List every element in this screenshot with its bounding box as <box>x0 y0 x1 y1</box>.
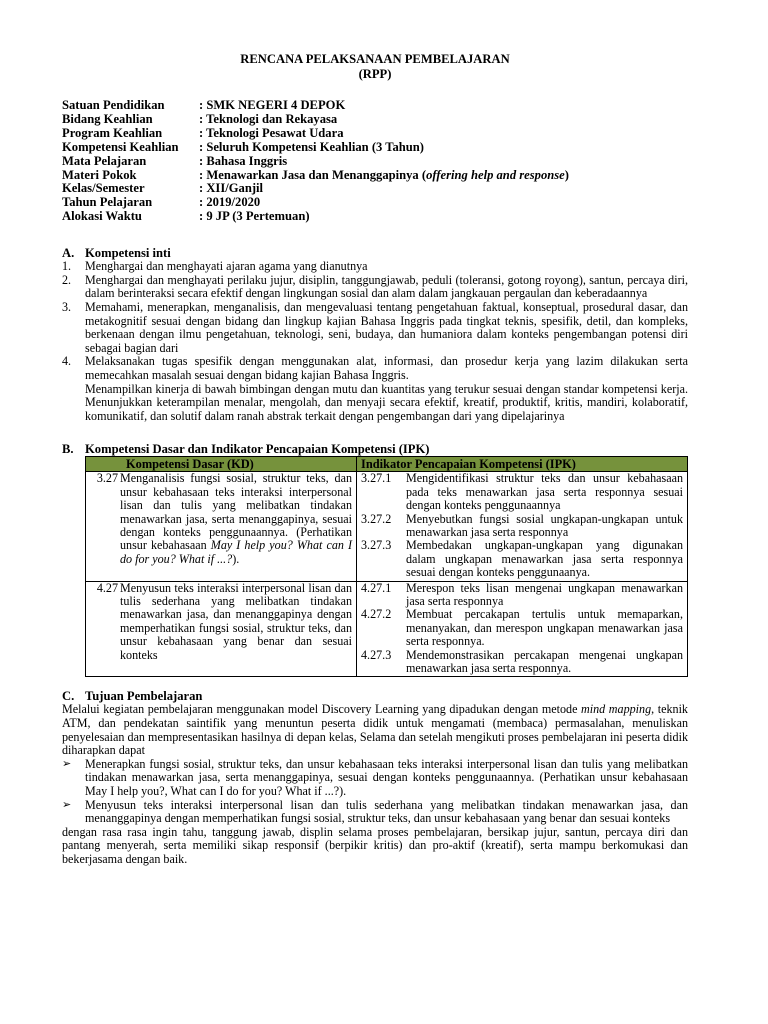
table-wrapper <box>62 456 688 677</box>
section-title: Kompetensi inti <box>85 246 171 261</box>
ipk-cell <box>357 581 688 677</box>
list-item <box>62 260 688 274</box>
kd-ipk-table <box>85 456 688 677</box>
materi-pokok-italic: offering help and response <box>426 167 565 182</box>
ipk-entry <box>361 539 683 579</box>
info-label: Program Keahlian <box>62 125 163 140</box>
section-letter: C. <box>62 689 75 704</box>
intro-italic: mind mapping <box>581 702 652 717</box>
section-title: Kompetensi Dasar dan Indikator Pencapaian Kompetensi (IPK) <box>85 442 430 457</box>
materi-pokok-text: : Menawarkan Jasa dan Menanggapinya ( <box>199 167 427 182</box>
info-row <box>62 196 688 210</box>
kd-entry <box>90 582 352 662</box>
tujuan-closing: dengan rasa rasa ingin tahu, tanggung jawab, displin selama proses pembelajaran, bersikap jujur, santun, percaya diri dan pantang menyerah, serta memiliki sikap responsif (berpikir kritis) dan pro-aktif (kreatif), serta mampu berkomukasi dan bekerjasama dengan baik. <box>62 824 688 866</box>
column-header-ipk: Indikator Pencapaian Kompetensi (IPK) <box>357 457 688 472</box>
info-row <box>62 210 688 224</box>
list-item <box>62 355 688 423</box>
list-item <box>62 799 688 826</box>
arrow-bullet-icon: ➢ <box>62 798 72 811</box>
arrow-bullet-icon: ➢ <box>62 757 72 770</box>
info-label: Materi Pokok <box>62 167 137 182</box>
title-line-2: (RPP) <box>358 67 392 81</box>
list-text-group <box>85 355 688 423</box>
table-header-row <box>86 457 688 472</box>
ipk-number: 3.27.1 <box>361 471 392 486</box>
tujuan-intro <box>62 703 688 757</box>
table-row <box>86 472 688 581</box>
list-text-continued: Menampilkan kinerja di bawah bimbingan dengan mutu dan kuantitas yang terukur sesuai dengan standar kompetensi kerja. Menunjukkan keterampilan menalar, mengolah, dan menyaji secara efektif, kreatif, produktif, kritis, mandiri, kolaboratif, komunikatif, dan solutif dalam ranah abstrak terkait dengan pengembangan dari yang dipelajarinya <box>85 381 688 423</box>
section-letter: B. <box>62 442 74 457</box>
kd-number: 3.27 <box>96 471 118 486</box>
info-label: Bidang Keahlian <box>62 111 153 126</box>
kd-text-suffix: ). <box>232 551 240 566</box>
ipk-entry <box>361 582 683 609</box>
ipk-entry <box>361 472 683 512</box>
info-label: Satuan Pendidikan <box>62 98 165 112</box>
kd-cell <box>86 472 357 581</box>
section-letter: A. <box>62 246 75 261</box>
list-text: Menghargai dan menghayati ajaran agama yang dianutnya <box>85 259 368 274</box>
info-row <box>62 155 688 169</box>
ipk-text: Membedakan ungkapan-ungkapan yang digunakan dalam ungkapan menawarkan jasa serta responnya sesuai dengan konteks penggunaanya. <box>406 538 683 580</box>
identity-block <box>62 99 688 224</box>
bullet-text: Menyusun teks interaksi interpersonal lisan dan tulis sederhana yang melibatkan tindakan menawarkan jasa, dan menanggapinya dengan memperhatikan fungsi sosial, struktur teks, dan unsur kebahasaan yang benar dan sesuai konteks <box>85 797 688 826</box>
list-text: Memahami, menerapkan, menganalisis, dan mengevaluasi tentang pengetahuan faktual, konseptual, prosedural dasar, dan metakognitif sesuai dengan bidang dan lingkup kajian Bahasa Inggris pada tingkat teknis, spesifik, detil, dan kompleks, berkenaan dengan ilmu pengetahuan, teknologi, seni, budaya, dan humaniora dalam konteks pengembangan potensi diri sebagai bagian dari <box>85 299 688 355</box>
list-number: 2. <box>62 272 72 287</box>
list-number: 1. <box>62 259 72 274</box>
section-title: Tujuan Pembelajaran <box>85 689 203 704</box>
info-row <box>62 113 688 127</box>
info-label: Kelas/Semester <box>62 181 145 196</box>
kd-text: Menyusun teks interaksi interpersonal lisan dan tulis sederhana yang melibatkan tindakan menawarkan jasa, dan menanggapinya dengan memperhatikan fungsi sosial, struktur teks, dan unsur kebahasaan yang benar dan sesuai konteks <box>120 580 352 662</box>
section-a-heading <box>62 246 688 260</box>
bullet-text: Menerapkan fungsi sosial, struktur teks, dan unsur kebahasaan teks interaksi interpersonal lisan dan tulis yang melibatkan tindakan menawarkan jasa, serta menanggapinya, sesuai dengan konteks penggunaannya. (Perhatikan unsur kebahasaan May I help you?, What can I do for you? What if ...?). <box>85 756 688 798</box>
intro-text-continued: , teknik ATM, dan pendekatan saintifik yang menuntun peserta didik untuk mengamati (membaca) permasalahan, menuliskan penyelesaian dan mempresentasikan hasilnya di depan kelas, Selama dan setelah mengikuti proses pembelajaran ini peserta didik diharapkan dapat <box>62 702 688 758</box>
info-value: : XII/Ganjil <box>199 181 264 196</box>
info-label: Tahun Pelajaran <box>62 195 153 210</box>
materi-pokok-suffix: ) <box>564 167 569 182</box>
info-value <box>199 169 569 183</box>
ipk-text: Merespon teks lisan mengenai ungkapan menawarkan jasa serta responnya <box>406 580 683 608</box>
ipk-number: 3.27.2 <box>361 511 392 526</box>
info-label: Kompetensi Keahlian <box>62 139 179 154</box>
ipk-number: 3.27.3 <box>361 538 392 553</box>
kompetensi-inti-list <box>62 260 688 423</box>
info-value: : 9 JP (3 Pertemuan) <box>199 209 310 224</box>
list-number: 3. <box>62 299 72 314</box>
info-row <box>62 141 688 155</box>
info-row <box>62 127 688 141</box>
ipk-number: 4.27.2 <box>361 607 392 622</box>
kd-text <box>120 472 352 566</box>
ipk-entry <box>361 608 683 648</box>
section-b <box>62 442 688 677</box>
section-a <box>62 246 688 423</box>
ipk-number: 4.27.3 <box>361 647 392 662</box>
info-value: : Bahasa Inggris <box>199 153 288 168</box>
kd-cell <box>86 581 357 677</box>
kd-entry <box>90 472 352 566</box>
info-row <box>62 182 688 196</box>
intro-text: Melalui kegiatan pembelajaran menggunakan model Discovery Learning yang dipadukan dengan metode <box>62 702 582 717</box>
document-page <box>62 52 688 867</box>
info-label: Mata Pelajaran <box>62 153 147 168</box>
info-value: : Teknologi Pesawat Udara <box>199 125 344 140</box>
info-value: : Teknologi dan Rekayasa <box>199 111 338 126</box>
info-label: Alokasi Waktu <box>62 209 142 224</box>
info-value: : Seluruh Kompetensi Keahlian (3 Tahun) <box>199 139 424 154</box>
ipk-text: Membuat percakapan tertulis untuk memaparkan, menanyakan, dan merespon ungkapan menawarkan jasa serta responnya. <box>406 607 683 649</box>
info-value: : 2019/2020 <box>199 195 261 210</box>
column-header-kd: Kompetensi Dasar (KD) <box>86 457 357 472</box>
list-item <box>62 274 688 301</box>
list-item <box>62 758 688 799</box>
ipk-text: Menyebutkan fungsi sosial ungkapan-ungkapan untuk menawarkan jasa serta responnya <box>406 511 683 539</box>
ipk-cell <box>357 472 688 581</box>
document-title <box>62 52 688 82</box>
list-text: Menghargai dan menghayati perilaku jujur, disiplin, tanggungjawab, peduli (toleransi, gotong royong), santun, percaya diri, dalam berinteraksi secara efektif dengan lingkungan sosial dan alam dalam jangkauan pergaulan dan keberadaannya <box>85 272 688 301</box>
info-value: : SMK NEGERI 4 DEPOK <box>199 98 346 112</box>
list-number: 4. <box>62 354 72 369</box>
ipk-entry <box>361 513 683 540</box>
ipk-entry <box>361 649 683 676</box>
section-c <box>62 689 688 866</box>
kd-number: 4.27 <box>96 580 118 595</box>
info-row <box>62 99 688 113</box>
list-item <box>62 301 688 355</box>
list-text: Melaksanakan tugas spesifik dengan menggunakan alat, informasi, dan prosedur kerja yang lazim dilakukan serta memecahkan masalah sesuai dengan bidang kajian Bahasa Inggris. <box>85 354 688 382</box>
ipk-text: Mendemonstrasikan percakapan mengenai ungkapan menawarkan jasa serta responnya. <box>406 647 683 675</box>
title-line-1: RENCANA PELAKSANAAN PEMBELAJARAN <box>240 52 510 66</box>
info-row <box>62 169 688 183</box>
ipk-text: Mengidentifikasi struktur teks dan unsur kebahasaan pada teks menawarkan jasa serta responnya sesuai dengan konteks penggunaannya <box>406 471 683 513</box>
ipk-number: 4.27.1 <box>361 580 392 595</box>
kd-text-main: Menganalisis fungsi sosial, struktur teks, dan unsur kebahasaan teks interaksi interpersonal lisan dan tulis yang melibatkan tindakan menawarkan jasa, serta menanggapinya, sesuai dengan konteks penggunaannya. (Perhatikan unsur kebahasaan <box>120 471 352 553</box>
section-c-heading <box>62 689 688 703</box>
table-row <box>86 581 688 677</box>
kd-text-italic: May I help you? What can I do for you? What if ...? <box>120 538 352 566</box>
section-b-heading <box>62 442 688 456</box>
